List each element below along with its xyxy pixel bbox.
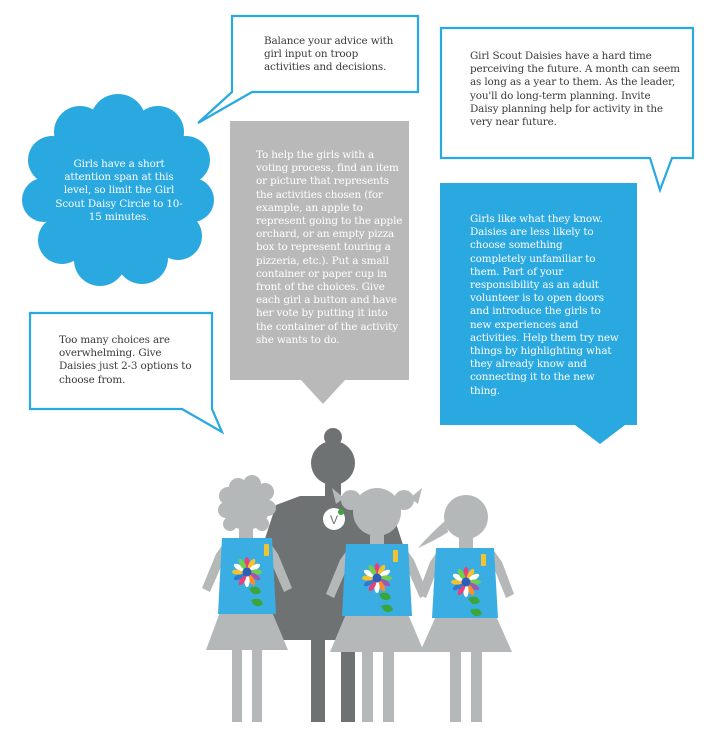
girl-figure-right-icon	[418, 495, 514, 722]
tip-balance-text: Balance your advice with girl input on troop activities and decisions.	[264, 35, 394, 74]
tip-attention-text: Girls have a short attention span at this level, so limit the Girl Scout Daisy Circle to 10-15 minutes.	[55, 158, 183, 223]
tip-future-text: Girl Scout Daisies have a hard time perceiving the future. A month can seem as long as a year to them. As the leader, you'll do long-term planning. Invite Daisy planning help for activity in the very near future.	[470, 50, 680, 129]
tip-voting-text: To help the girls with a voting process, find an item or picture that represents the activities chosen (for example, an apple to represent going to the apple orchard, or an empty pizza box to represent touring a pizzeria, etc.). Put a small container or paper cup in front of the choices. Give each girl a button and have her vote by putting it into the container of the activity she wants to do.	[256, 149, 403, 346]
leader-badge-letter: V	[329, 513, 339, 527]
tip-familiar-text: Girls like what they know. Daisies are less likely to choose something completely unfamiliar to them. Part of your responsibility as an adult volunteer is to open doors and introduce the girls to new experiences and activities. Help them try new things by highlighting what they already know and connecting it to the new thing.	[470, 213, 619, 397]
tip-choices-text: Too many choices are overwhelming. Give Daisies just 2-3 options to choose from.	[59, 334, 192, 386]
